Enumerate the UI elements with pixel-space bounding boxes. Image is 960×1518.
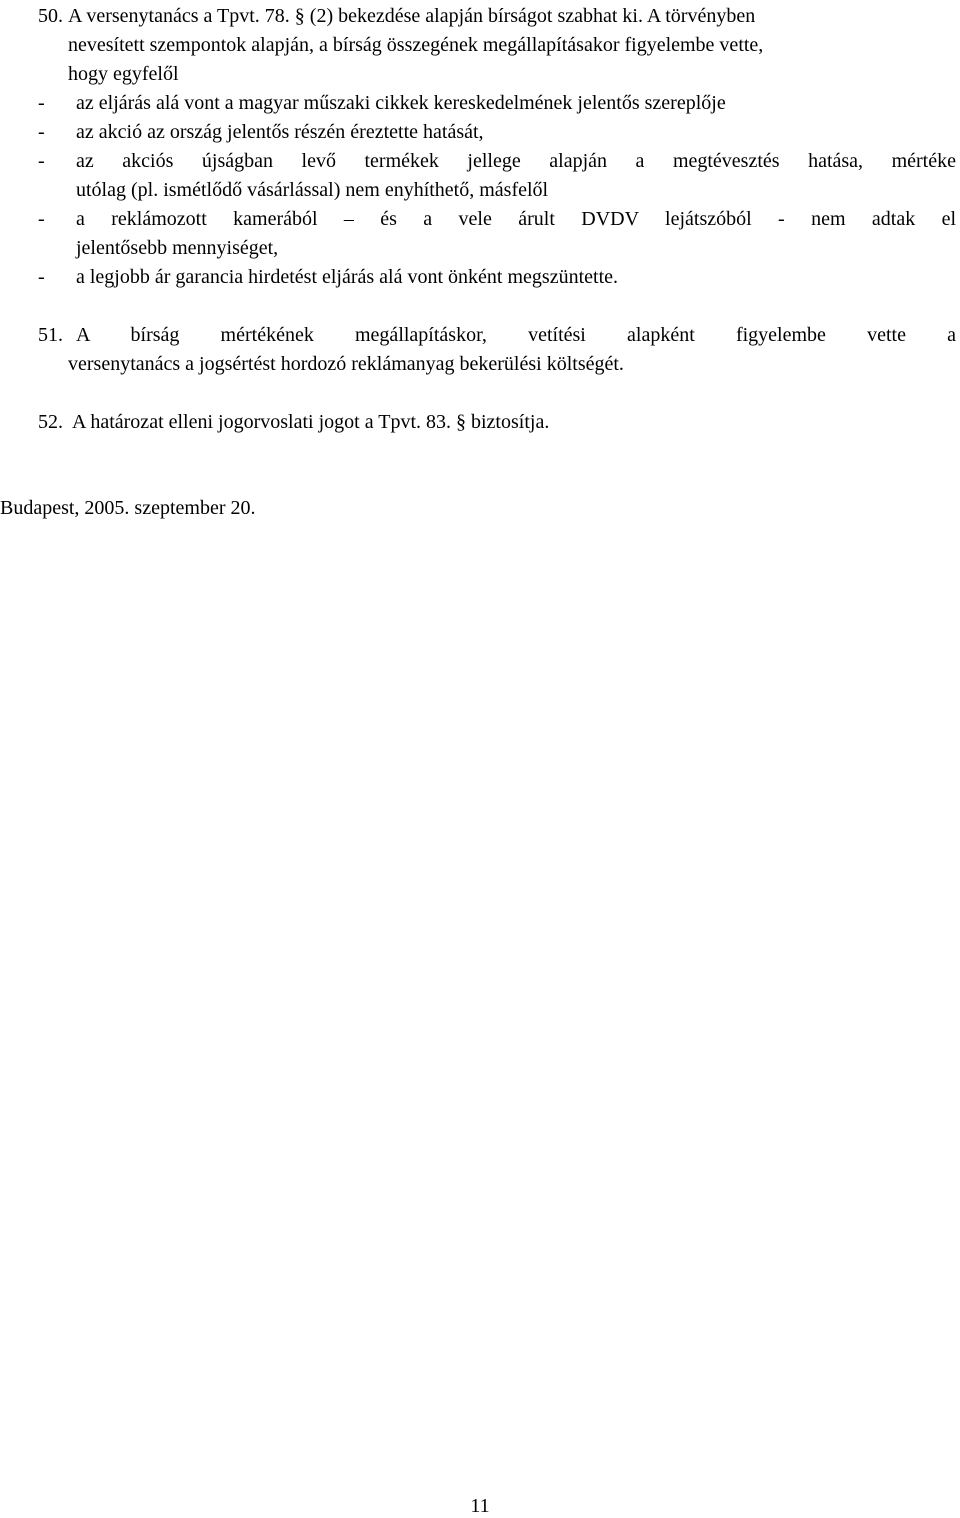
paragraph-51-number: 51. — [38, 324, 63, 346]
list-item-text: az eljárás alá vont a magyar műszaki cikkek kereskedelmének jelentős szereplője — [76, 92, 726, 114]
page-number: 11 — [470, 1495, 490, 1517]
paragraph-51-line-1: A bírság mértékének megállapításkor, vetítési alapként figyelembe vette a — [76, 324, 956, 346]
list-item-text: az akciós újságban levő termékek jellege alapján a megtévesztés hatása, mértéke — [76, 150, 956, 172]
list-item-dash: - — [38, 92, 45, 114]
paragraph-52-number: 52. — [38, 411, 63, 433]
list-item-text: a reklámozott kamerából – és a vele árult DVDV lejátszóból - nem adtak el — [76, 208, 956, 230]
list-item-dash: - — [38, 150, 45, 172]
list-item-text: az akció az ország jelentős részén éreztette hatását, — [76, 121, 484, 143]
list-item-text-continued: jelentősebb mennyiséget, — [76, 237, 279, 259]
list-item-text: a legjobb ár garancia hirdetést eljárás alá vont önként megszüntette. — [76, 266, 619, 288]
list-item-dash: - — [38, 121, 45, 143]
list-item-text-continued: utólag (pl. ismétlődő vásárlással) nem enyhíthető, másfelől — [76, 179, 549, 201]
paragraph-50-line-3: hogy egyfelől — [68, 63, 179, 85]
paragraph-50-number: 50. — [38, 5, 63, 27]
paragraph-52-line-1: A határozat elleni jogorvoslati jogot a Tpvt. 83. § biztosítja. — [72, 411, 550, 433]
list-item-dash: - — [38, 208, 45, 230]
paragraph-50-line-1: A versenytanács a Tpvt. 78. § (2) bekezdése alapján bírságot szabhat ki. A törvényben — [68, 5, 756, 27]
paragraph-50-line-2: nevesített szempontok alapján, a bírság összegének megállapításakor figyelembe vette, — [68, 34, 764, 56]
paragraph-51-line-2: versenytanács a jogsértést hordozó reklámanyag bekerülési költségét. — [68, 353, 624, 375]
place-and-date: Budapest, 2005. szeptember 20. — [0, 497, 256, 519]
list-item-dash: - — [38, 266, 45, 288]
